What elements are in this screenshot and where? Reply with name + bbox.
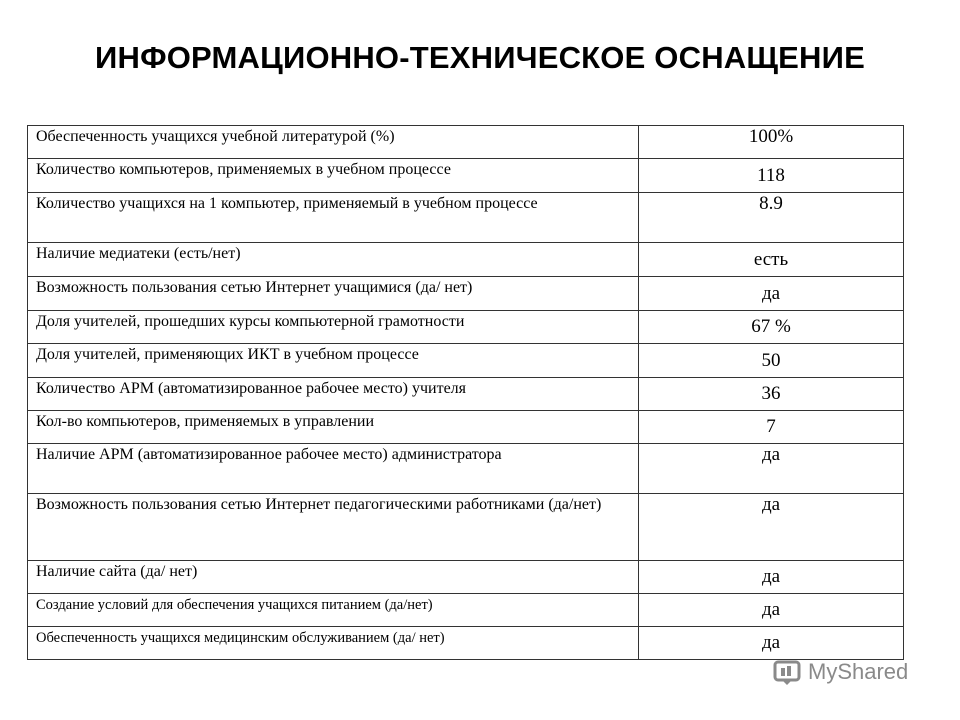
row-label: Обеспеченность учащихся учебной литературой (%) — [28, 126, 639, 159]
table-row — [28, 193, 904, 243]
row-value: да — [639, 444, 904, 494]
table-row — [28, 159, 904, 193]
row-value: 36 — [639, 378, 904, 411]
row-value: 8.9 — [639, 193, 904, 243]
row-label: Наличие медиатеки (есть/нет) — [28, 243, 639, 277]
table-row — [28, 243, 904, 277]
table-row — [28, 627, 904, 660]
row-label: Наличие АРМ (автоматизированное рабочее место) администратора — [28, 444, 639, 494]
row-value: 100% — [639, 126, 904, 159]
row-label: Создание условий для обеспечения учащихся питанием (да/нет) — [28, 594, 639, 627]
row-label: Количество АРМ (автоматизированное рабочее место) учителя — [28, 378, 639, 411]
row-label: Количество учащихся на 1 компьютер, применяемый в учебном процессе — [28, 193, 639, 243]
row-label: Доля учителей, прошедших курсы компьютерной грамотности — [28, 311, 639, 344]
row-label: Доля учителей, применяющих ИКТ в учебном процессе — [28, 344, 639, 378]
row-value: да — [639, 494, 904, 561]
row-value: 7 — [639, 411, 904, 444]
row-label: Количество компьютеров, применяемых в учебном процессе — [28, 159, 639, 193]
row-label: Обеспеченность учащихся медицинским обслуживанием (да/ нет) — [28, 627, 639, 660]
table-row — [28, 311, 904, 344]
row-value: да — [639, 277, 904, 311]
row-label: Возможность пользования сетью Интернет учащимися (да/ нет) — [28, 277, 639, 311]
row-value: 50 — [639, 344, 904, 378]
row-value: 67 % — [639, 311, 904, 344]
row-label: Кол-во компьютеров, применяемых в управлении — [28, 411, 639, 444]
watermark-text: MyShared — [808, 659, 909, 684]
table-row — [28, 494, 904, 561]
myshared-logo-icon — [772, 657, 802, 687]
row-label: Наличие сайта (да/ нет) — [28, 561, 639, 594]
table-row — [28, 277, 904, 311]
row-value: да — [639, 627, 904, 660]
equipment-table — [27, 125, 904, 660]
table-row — [28, 444, 904, 494]
myshared-watermark — [772, 657, 908, 687]
table-row — [28, 378, 904, 411]
table-row — [28, 561, 904, 594]
table-row — [28, 126, 904, 159]
row-label: Возможность пользования сетью Интернет педагогическими работниками (да/нет) — [28, 494, 639, 561]
table-row — [28, 411, 904, 444]
row-value: 118 — [639, 159, 904, 193]
table-row — [28, 344, 904, 378]
row-value: да — [639, 594, 904, 627]
row-value: да — [639, 561, 904, 594]
page-title: ИНФОРМАЦИОННО-ТЕХНИЧЕСКОЕ ОСНАЩЕНИЕ — [95, 40, 865, 75]
table-row — [28, 594, 904, 627]
row-value: есть — [639, 243, 904, 277]
